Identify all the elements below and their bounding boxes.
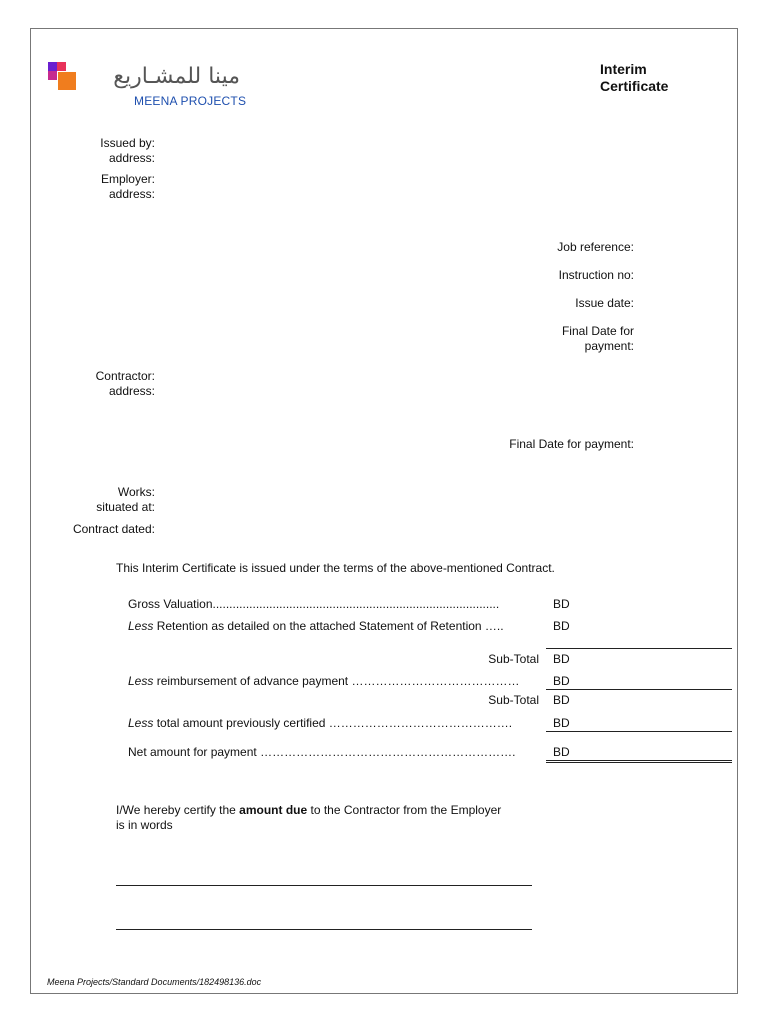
amount-words-line-1 — [116, 885, 532, 886]
employer-text: Employer: — [100, 172, 155, 186]
works-text: Works: — [117, 485, 155, 499]
instruction-no-label: Instruction no: — [558, 268, 634, 282]
reimbursement-text: reimbursement of advance payment …………………………………… — [153, 674, 520, 688]
gross-valuation-currency: BD — [553, 597, 570, 611]
footer-file-path: Meena Projects/Standard Documents/182498136.doc — [47, 977, 262, 987]
employer-label — [0, 172, 155, 202]
final-date-payment-label: Final Date for payment: — [509, 437, 634, 451]
intro-text: This Interim Certificate is issued under the terms of the above-mentioned Contract. — [116, 561, 555, 575]
situated-at-text: situated at: — [96, 500, 155, 514]
retention-underline — [546, 648, 732, 649]
logo-square-magenta — [48, 71, 57, 80]
logo-square-purple — [48, 62, 57, 71]
amount-words-line-2 — [116, 929, 532, 930]
previously-certified-text: total amount previously certified ………………………………………. — [153, 716, 513, 730]
previously-certified-underline — [546, 731, 732, 732]
subtotal-currency-1: BD — [553, 652, 570, 666]
previously-certified-currency: BD — [553, 716, 570, 730]
contractor-label — [0, 369, 155, 399]
contract-dated-label: Contract dated: — [72, 522, 155, 536]
document-title — [600, 61, 668, 95]
final-date-line-1: Final Date for — [561, 324, 634, 338]
net-amount-currency: BD — [553, 745, 570, 759]
logo-square-pink — [57, 62, 66, 71]
issued-by-label — [0, 136, 155, 166]
certify-part-2: to the Contractor from the Employer — [307, 803, 502, 817]
reimbursement-row — [128, 674, 540, 689]
net-amount-row: Net amount for payment ………………………………………………………. — [128, 745, 516, 759]
less-word: Less — [128, 619, 154, 633]
less-word: Less — [128, 674, 154, 688]
logo-company-name: MEENA PROJECTS — [134, 94, 247, 108]
reimbursement-currency: BD — [553, 674, 570, 688]
certify-text — [116, 803, 501, 833]
issue-date-label: Issue date: — [575, 296, 634, 310]
net-amount-underline-2 — [546, 762, 732, 763]
title-line-2: Certificate — [600, 78, 669, 94]
title-line-1: Interim — [600, 61, 647, 77]
logo-arabic-text: مينا للمشـاريع — [113, 64, 240, 89]
gross-valuation-row: Gross Valuation...................................................................................... — [128, 597, 500, 611]
final-date-label — [434, 324, 634, 354]
net-amount-underline-1 — [546, 760, 732, 761]
previously-certified-row — [128, 716, 540, 731]
certify-part-1: I/We hereby certify the — [116, 803, 240, 817]
certify-line-1 — [116, 803, 501, 818]
subtotal-label-1: Sub-Total — [488, 652, 539, 666]
logo-square-orange — [58, 72, 76, 90]
certify-bold: amount due — [239, 803, 308, 817]
issued-by-text: Issued by: — [100, 136, 155, 150]
retention-row — [128, 619, 540, 634]
subtotal-label-2: Sub-Total — [488, 693, 539, 707]
retention-text: Retention as detailed on the attached Statement of Retention ….. — [153, 619, 504, 633]
issued-by-address-text: address: — [108, 151, 155, 165]
job-reference-label: Job reference: — [557, 240, 634, 254]
contractor-text: Contractor: — [95, 369, 155, 383]
certify-line-2: is in words — [116, 818, 173, 832]
contractor-address-text: address: — [108, 384, 155, 398]
final-date-line-2: payment: — [584, 339, 634, 353]
employer-address-text: address: — [108, 187, 155, 201]
subtotal-currency-2: BD — [553, 693, 570, 707]
reimbursement-underline — [546, 689, 732, 690]
less-word: Less — [128, 716, 154, 730]
works-label — [0, 485, 155, 515]
retention-currency: BD — [553, 619, 570, 633]
